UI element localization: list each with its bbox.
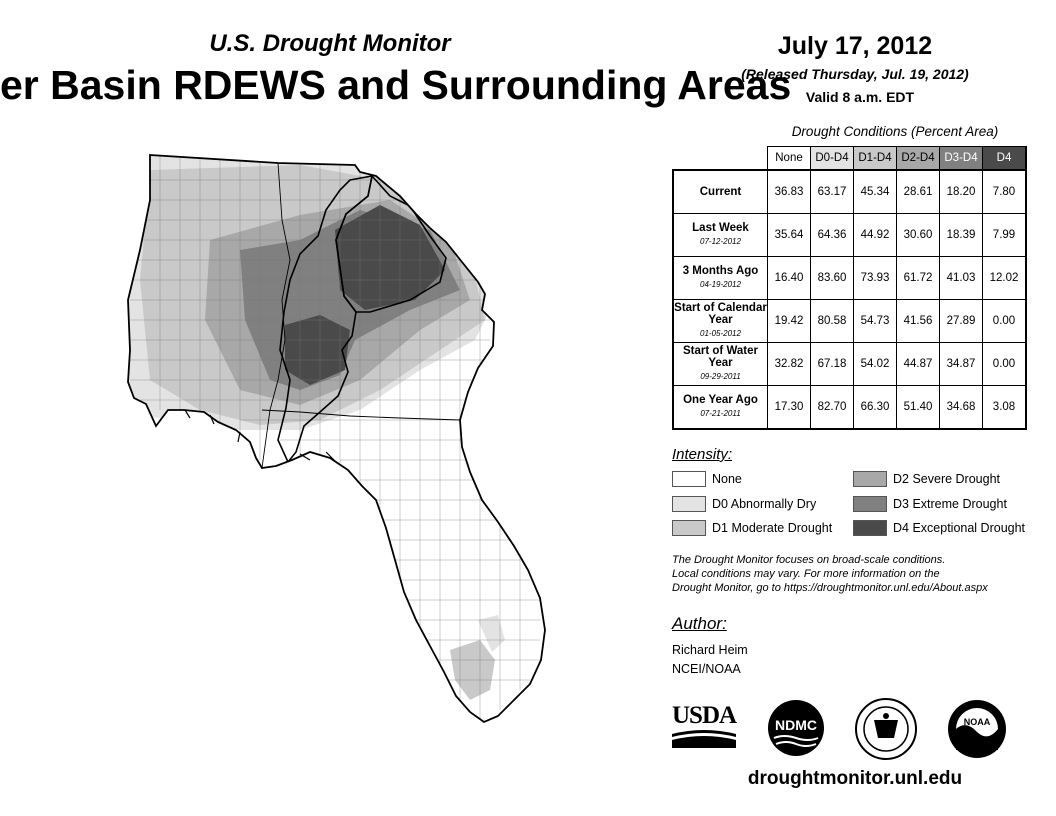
note-line: Local conditions may vary. For more information on the bbox=[672, 568, 940, 580]
table-cell: 0.00 bbox=[983, 343, 1027, 386]
map-date: July 17, 2012 bbox=[777, 32, 933, 60]
table-corner bbox=[673, 147, 768, 171]
table-cell: 63.17 bbox=[811, 170, 854, 214]
drought-conditions-table bbox=[672, 146, 1027, 430]
table-cell: 41.03 bbox=[940, 257, 983, 300]
table-cell: 19.42 bbox=[768, 300, 811, 343]
table-cell: 61.72 bbox=[897, 257, 940, 300]
table-cell: 35.64 bbox=[768, 214, 811, 257]
table-cell: 34.87 bbox=[940, 343, 983, 386]
table-cell: 66.30 bbox=[854, 386, 897, 430]
column-header: None bbox=[768, 147, 811, 171]
table-header-row bbox=[673, 147, 1026, 171]
table-cell: 41.56 bbox=[897, 300, 940, 343]
table-caption: Drought Conditions (Percent Area) bbox=[791, 124, 999, 139]
footer-url[interactable]: droughtmonitor.unl.edu bbox=[747, 768, 963, 789]
row-label bbox=[673, 257, 768, 300]
column-header: D1-D4 bbox=[854, 147, 897, 171]
row-title: Start of Calendar Year bbox=[674, 302, 767, 326]
table-cell: 3.08 bbox=[983, 386, 1027, 430]
table-row bbox=[673, 343, 1026, 386]
row-label bbox=[673, 343, 768, 386]
table-cell: 32.82 bbox=[768, 343, 811, 386]
row-date: 07-12-2012 bbox=[700, 237, 741, 246]
legend-label: D1 Moderate Drought bbox=[712, 521, 833, 535]
table-cell: 83.60 bbox=[811, 257, 854, 300]
table-cell: 17.30 bbox=[768, 386, 811, 430]
table-row bbox=[673, 300, 1026, 343]
commerce-seal-logo bbox=[854, 698, 918, 760]
usda-hills-icon bbox=[672, 728, 736, 748]
table-cell: 44.92 bbox=[854, 214, 897, 257]
table-cell: 64.36 bbox=[811, 214, 854, 257]
table-row bbox=[673, 214, 1026, 257]
table-cell: 18.20 bbox=[940, 170, 983, 214]
ndmc-logo-text: NDMC bbox=[775, 717, 817, 733]
usda-logo-text: USDA bbox=[672, 702, 737, 729]
legend-title: Intensity: bbox=[672, 446, 733, 463]
table-cell: 80.58 bbox=[811, 300, 854, 343]
legend-label: D0 Abnormally Dry bbox=[712, 497, 817, 511]
table-cell: 7.99 bbox=[983, 214, 1027, 257]
row-title: 3 Months Ago bbox=[682, 265, 759, 277]
legend-item-d4 bbox=[853, 518, 1025, 538]
legend-label: None bbox=[712, 472, 742, 486]
header-subtitle: U.S. Drought Monitor bbox=[209, 30, 451, 57]
author-block bbox=[672, 641, 748, 679]
table-cell: 36.83 bbox=[768, 170, 811, 214]
legend-swatch bbox=[853, 520, 887, 536]
note-line: Drought Monitor, go to https://droughtmonitor.unl.edu/About.aspx bbox=[672, 582, 988, 594]
table-cell: 28.61 bbox=[897, 170, 940, 214]
table-cell: 7.80 bbox=[983, 170, 1027, 214]
author-name: Richard Heim bbox=[672, 643, 748, 657]
legend-item-d1 bbox=[672, 518, 832, 538]
legend-item-d2 bbox=[853, 469, 1000, 489]
table-cell: 18.39 bbox=[940, 214, 983, 257]
noaa-logo bbox=[946, 698, 1008, 760]
row-date: 01-05-2012 bbox=[700, 329, 741, 338]
legend-swatch bbox=[853, 471, 887, 487]
legend-label: D2 Severe Drought bbox=[893, 472, 1001, 486]
page-title: er Basin RDEWS and Surrounding Areas bbox=[0, 62, 792, 108]
legend-swatch bbox=[672, 496, 706, 512]
table-cell: 30.60 bbox=[897, 214, 940, 257]
table-cell: 16.40 bbox=[768, 257, 811, 300]
table-cell: 67.18 bbox=[811, 343, 854, 386]
table-cell: 54.73 bbox=[854, 300, 897, 343]
table-cell: 27.89 bbox=[940, 300, 983, 343]
table-cell: 45.34 bbox=[854, 170, 897, 214]
column-header: D3-D4 bbox=[940, 147, 983, 171]
table-cell: 82.70 bbox=[811, 386, 854, 430]
row-date: 07-21-2011 bbox=[700, 409, 741, 418]
row-label bbox=[673, 300, 768, 343]
table-cell: 0.00 bbox=[983, 300, 1027, 343]
ndmc-logo bbox=[766, 698, 826, 758]
table-row bbox=[673, 257, 1026, 300]
table-cell: 44.87 bbox=[897, 343, 940, 386]
info-note bbox=[672, 553, 1052, 595]
row-date: 04-19-2012 bbox=[700, 280, 741, 289]
legend-label: D3 Extreme Drought bbox=[893, 497, 1007, 511]
table-cell: 12.02 bbox=[983, 257, 1027, 300]
table-cell: 73.93 bbox=[854, 257, 897, 300]
legend-label: D4 Exceptional Drought bbox=[893, 521, 1026, 535]
row-label bbox=[673, 386, 768, 430]
legend-item-d0 bbox=[672, 494, 816, 514]
column-header: D2-D4 bbox=[897, 147, 940, 171]
legend-swatch bbox=[672, 471, 706, 487]
row-title: One Year Ago bbox=[683, 394, 758, 406]
table-row bbox=[673, 170, 1026, 214]
legend-swatch bbox=[672, 520, 706, 536]
usda-logo bbox=[672, 704, 736, 748]
legend-item-d3 bbox=[853, 494, 1007, 514]
row-label bbox=[673, 170, 768, 214]
note-line: The Drought Monitor focuses on broad-scale conditions. bbox=[672, 554, 946, 566]
author-heading: Author: bbox=[672, 614, 727, 633]
table-row bbox=[673, 386, 1026, 430]
legend-item-none bbox=[672, 469, 742, 489]
row-title: Start of Water Year bbox=[683, 345, 758, 369]
row-title: Current bbox=[699, 186, 742, 198]
row-title: Last Week bbox=[692, 222, 749, 234]
column-header: D0-D4 bbox=[811, 147, 854, 171]
valid-time: Valid 8 a.m. EDT bbox=[805, 89, 915, 105]
row-date: 09-29-2011 bbox=[700, 372, 741, 381]
released-date: (Released Thursday, Jul. 19, 2012) bbox=[741, 66, 969, 82]
table-cell: 54.02 bbox=[854, 343, 897, 386]
table-cell: 34.68 bbox=[940, 386, 983, 430]
author-org: NCEI/NOAA bbox=[672, 662, 741, 676]
table-cell: 51.40 bbox=[897, 386, 940, 430]
noaa-logo-text: NOAA bbox=[963, 717, 991, 727]
row-label bbox=[673, 214, 768, 257]
legend-swatch bbox=[853, 496, 887, 512]
column-header: D4 bbox=[983, 147, 1027, 171]
